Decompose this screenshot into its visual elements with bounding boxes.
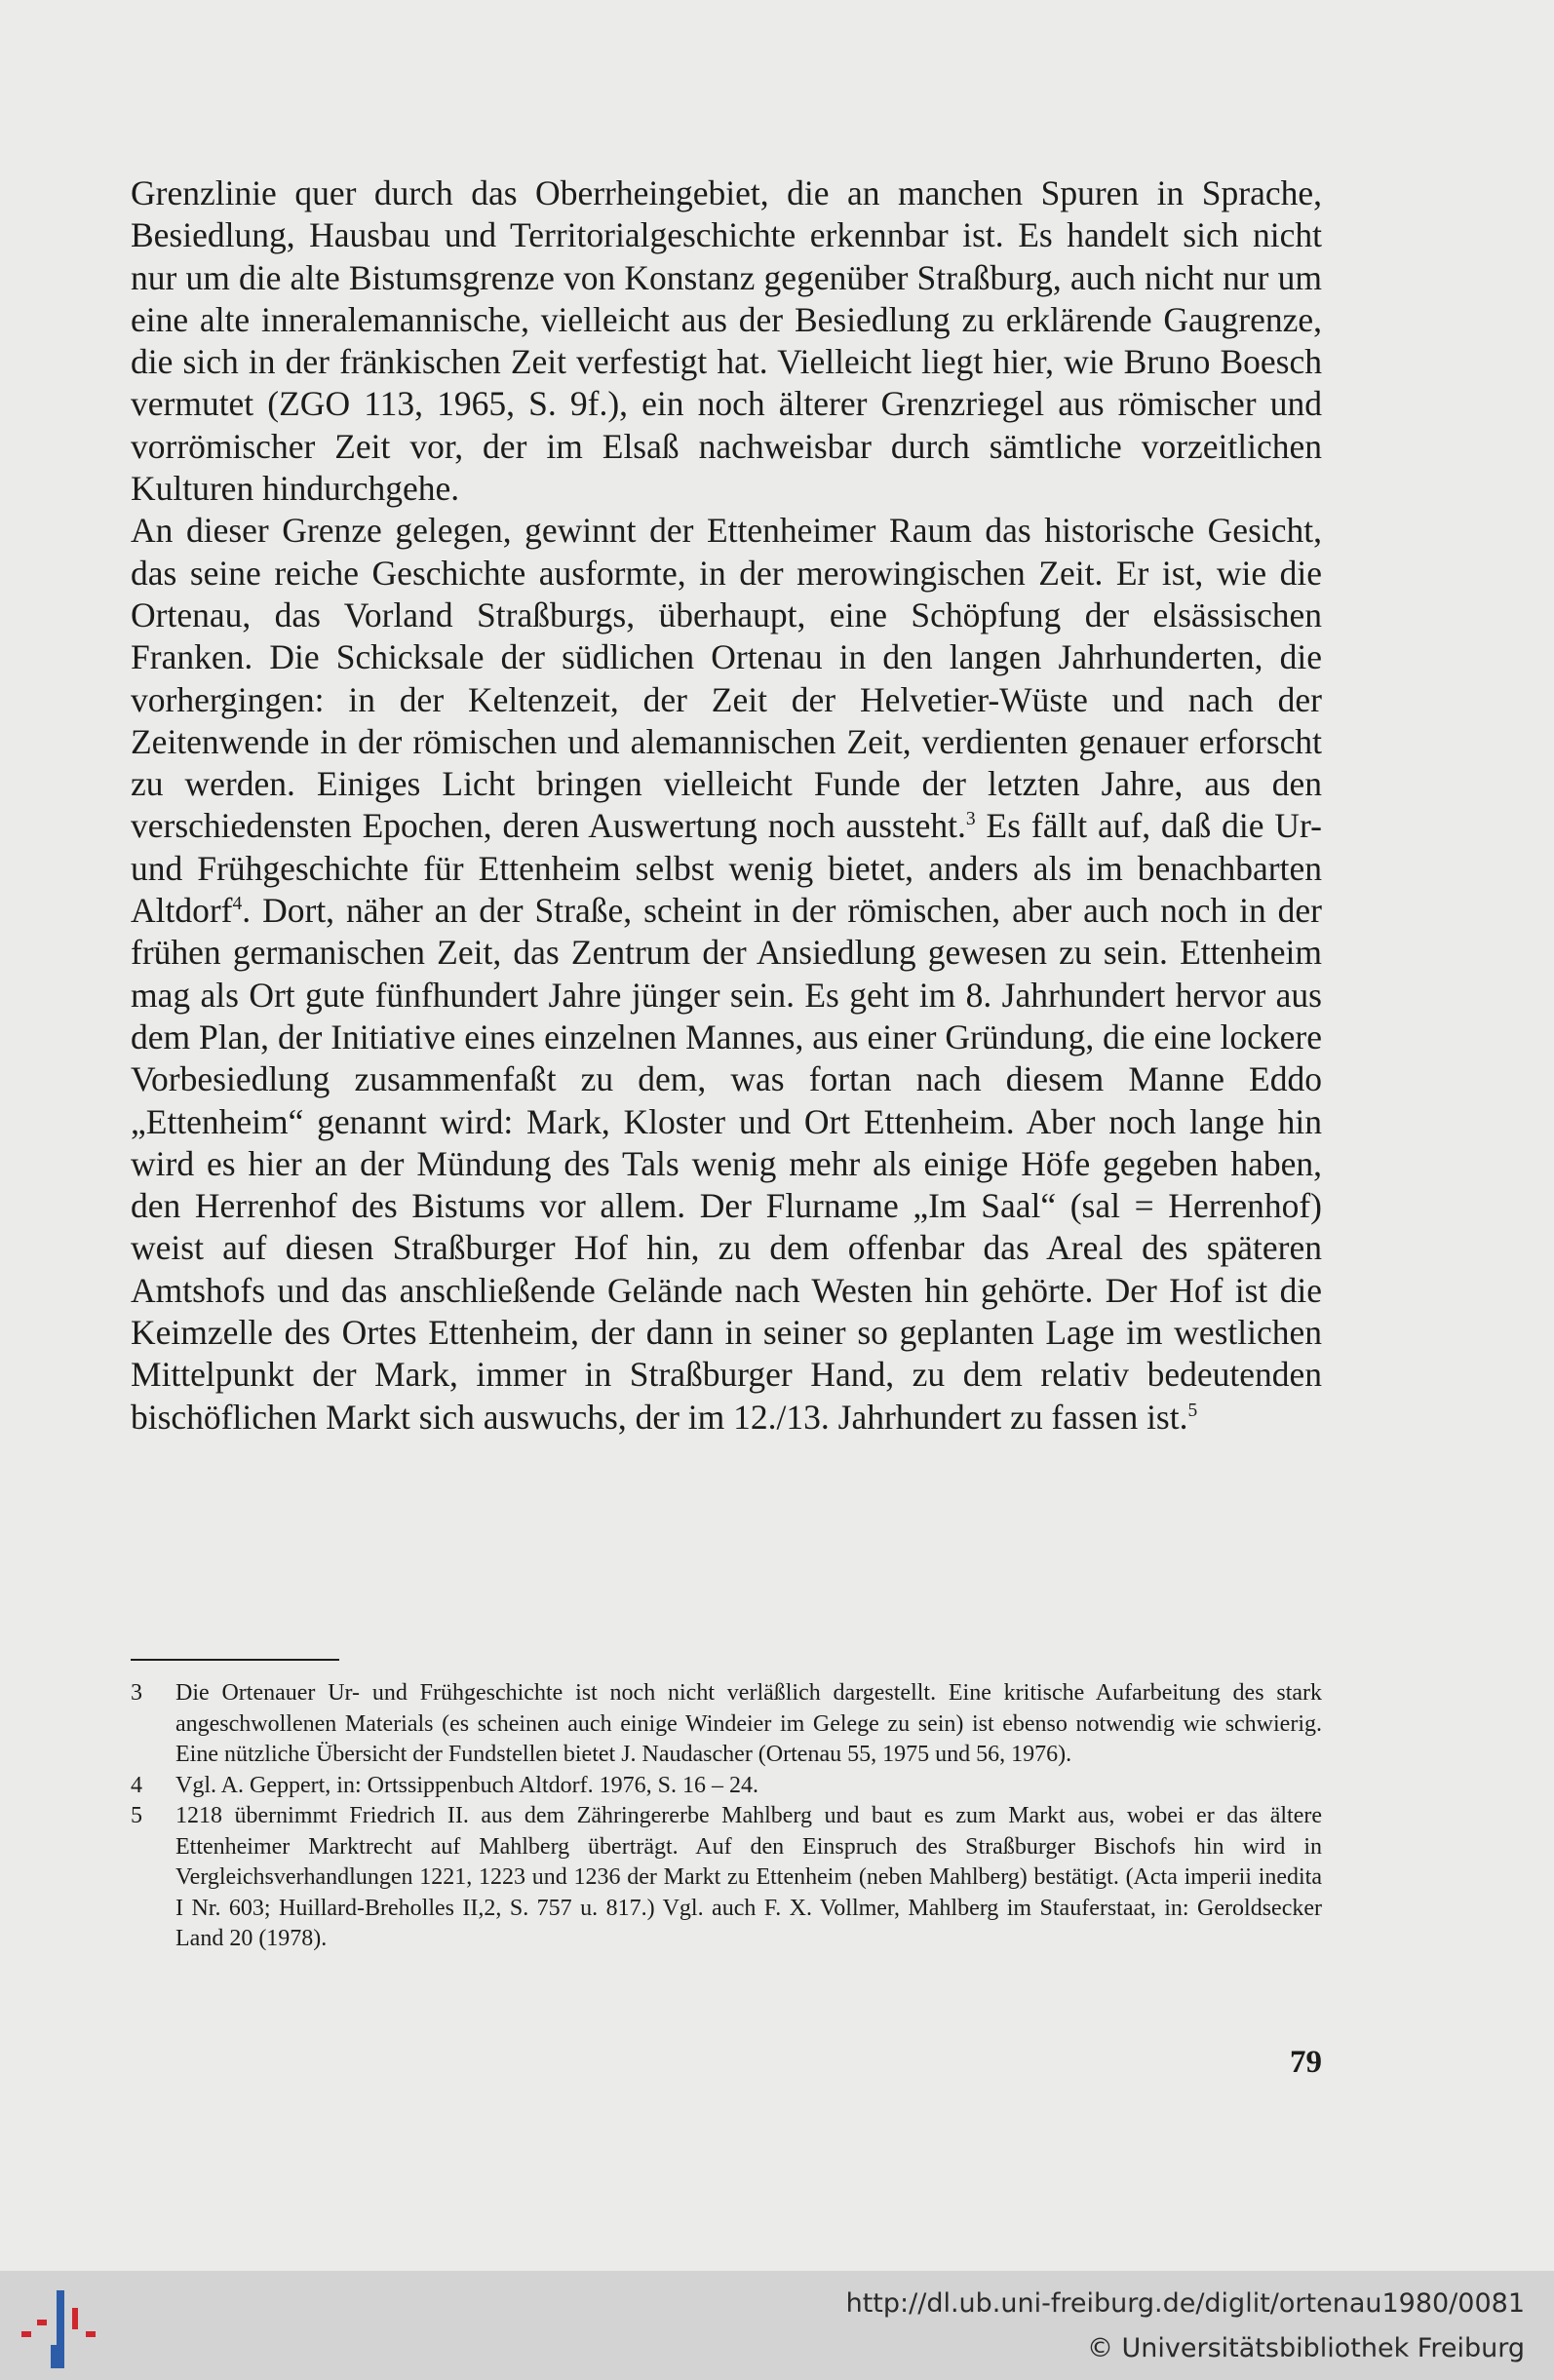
- footnote-text: Vgl. A. Geppert, in: Ortssippenbuch Altdorf. 1976, S. 16 – 24.: [175, 1772, 758, 1798]
- ub-freiburg-logo-icon[interactable]: [14, 2284, 103, 2372]
- footnote-text: Die Ortenauer Ur- und Frühgeschichte ist noch nicht verläßlich dargestellt. Eine kritische Aufarbeitung des stark angeschwollenen Materials (es scheinen auch einige Windeier im Gelege zu sein) ist ebenso notwendig wie schwierig. Eine nützliche Übersicht der Fundstellen bietet J. Naudascher (Ortenau 55, 1975 und 56, 1976).: [175, 1680, 1322, 1767]
- footnote-5: [131, 1801, 1322, 1955]
- copyright-text: © Universitätsbibliothek Freiburg: [1086, 2333, 1525, 2363]
- footnote-ref-5[interactable]: 5: [1187, 1400, 1198, 1421]
- footnote-number: 4: [131, 1772, 142, 1798]
- footnote-text: 1218 übernimmt Friedrich II. aus dem Zähringererbe Mahlberg und baut es zum Markt aus, wobei er das ältere Ettenheimer Marktrecht auf Mahlberg überträgt. Auf den Einspruch des Straßburger Bischofs hin wird in Vergleichsverhandlungen 1221, 1223 und 1236 der Markt zu Ettenheim (neben Mahlberg) bestätigt. (Acta imperii inedita I Nr. 603; Huillard-Breholles II,2, S. 757 u. 817.) Vgl. auch F. X. Vollmer, Mahlberg im Stauferstaat, in: Geroldsecker Land 20 (1978).: [175, 1803, 1322, 1951]
- footer-bar: [0, 2271, 1554, 2380]
- footnote-ref-4[interactable]: 4: [232, 894, 243, 915]
- paragraph-2-part-c: . Dort, näher an der Straße, scheint in der römischen, aber auch noch in der frühen germanischen Zeit, das Zentrum der Ansiedlung gewesen zu sein. Ettenheim mag als Ort gute fünfhundert Jahre jünger sein. Es geht im 8. Jahrhundert hervor aus dem Plan, der Initiative eines einzelnen Mannes, aus einer Gründung, die eine lockere Vorbesiedlung zusammenfaßt zu dem, was fortan nach diesem Manne Eddo „Ettenheim“ genannt wird: Mark, Kloster und Ort Ettenheim. Aber noch lange hin wird es hier an der Mündung des Tals wenig mehr als einige Höfe gegeben haben, den Herrenhof des Bistums vor allem. Der Flurname „Im Saal“ (sal = Herrenhof) weist auf diesen Straßburger Hof hin, zu dem offenbar das Areal des späteren Amtshofs und das anschließende Gelände nach Westen hin gehörte. Der Hof ist die Keimzelle des Ortes Ettenheim, der dann in seiner so geplanten Lage im westlichen Mittelpunkt der Mark, immer in Straßburger Hand, zu dem relativ bedeutenden bischöflichen Markt sich auswuchs, der im 12./13. Jahrhundert zu fassen ist.: [131, 891, 1322, 1437]
- footnote-number: 5: [131, 1803, 142, 1828]
- footnote-4: [131, 1771, 1322, 1802]
- paragraph-2-part-a: An dieser Grenze gelegen, gewinnt der Ettenheimer Raum das historische Gesicht, das seine reiche Geschichte ausformte, in der merowingischen Zeit. Er ist, wie die Ortenau, das Vorland Straßburgs, überhaupt, eine Schöpfung der elsässischen Franken. Die Schicksale der südlichen Ortenau in den langen Jahrhunderten, die vorhergingen: in der Keltenzeit, der Zeit der Helvetier-Wüste und nach der Zeitenwende in der römischen und alemannischen Zeit, verdienten genauer erforscht zu werden. Einiges Licht bringen vielleicht Funde der letzten Jahre, aus den verschiedensten Epochen, deren Auswertung noch aussteht.: [131, 511, 1322, 846]
- footnote-number: 3: [131, 1680, 142, 1706]
- footnote-divider: [131, 1659, 339, 1661]
- permalink-link[interactable]: http://dl.ub.uni-freiburg.de/diglit/ortenau1980/0081: [845, 2288, 1525, 2319]
- paragraph-2: [131, 510, 1322, 1439]
- paragraph-1: Grenzlinie quer durch das Oberrheingebiet, die an manchen Spuren in Sprache, Besiedlung, Hausbau und Territorialgeschichte erkennbar ist. Es handelt sich nicht nur um die alte Bistumsgrenze von Konstanz gegenüber Straßburg, auch nicht nur um eine alte inneralemannische, vielleicht aus der Besiedlung zu erklärende Gaugrenze, die sich in der fränkischen Zeit verfestigt hat. Vielleicht liegt hier, wie Bruno Boesch vermutet (ZGO 113, 1965, S. 9f.), ein noch älterer Grenzriegel aus römischer und vorrömischer Zeit vor, der im Elsaß nachweisbar durch sämtliche vorzeitlichen Kulturen hindurchgehe.: [131, 173, 1322, 509]
- paragraph-2-part-b: Es fällt auf, daß die Ur- und Frühgeschichte für Ettenheim selbst wenig bietet, anders als im benachbarten Altdorf: [131, 806, 1322, 931]
- footnotes: [131, 1678, 1322, 1955]
- footnote-3: [131, 1678, 1322, 1771]
- page-number: 79: [1290, 2045, 1322, 2080]
- main-text: [131, 173, 1322, 1439]
- footnote-ref-3[interactable]: 3: [965, 809, 976, 830]
